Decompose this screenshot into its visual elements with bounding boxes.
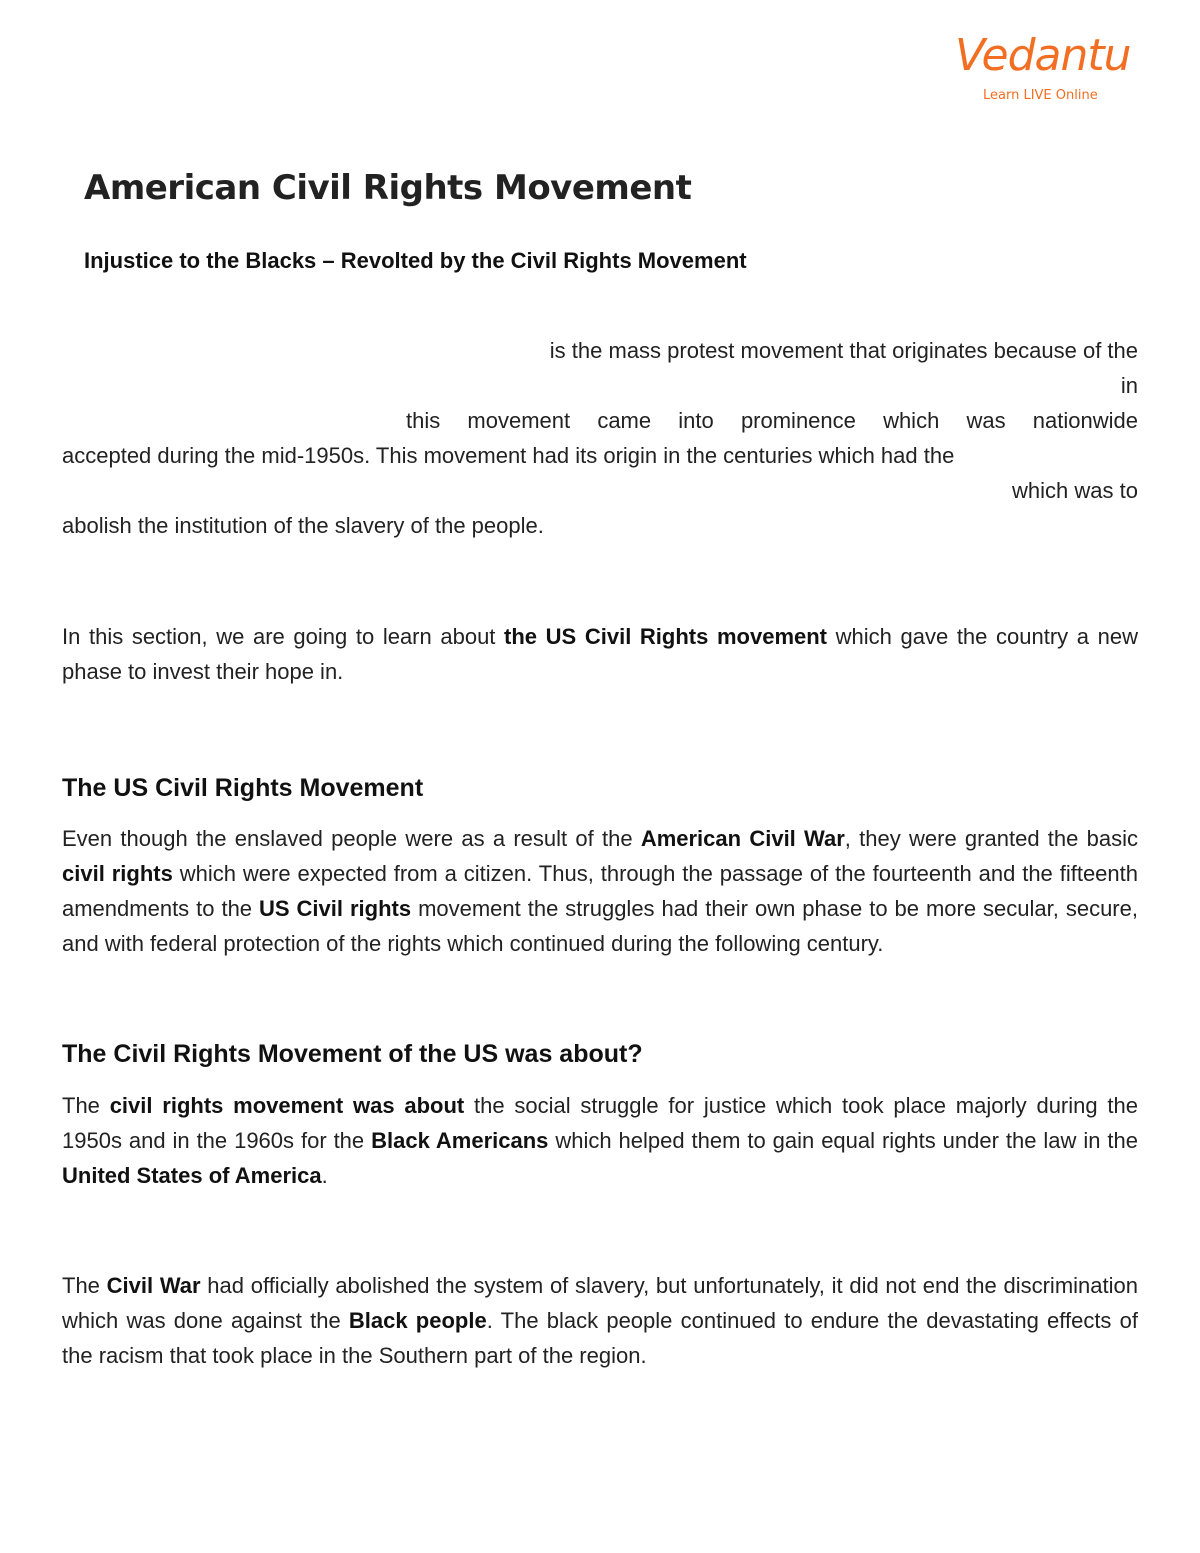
word: movement [467, 408, 571, 433]
bold-text: US Civil rights [259, 896, 412, 921]
text: , they were granted the basic [844, 826, 1138, 851]
word: into [678, 408, 714, 433]
word: prominence [740, 408, 856, 433]
intro-line-1: is the mass protest movement that originates because of the [549, 338, 1138, 363]
word: this [406, 408, 441, 433]
text: had officially abolished the system of slavery, but unfortunately, it did not end the discrimination which was done against the [62, 1273, 1138, 1333]
intro-paragraph [62, 333, 1138, 543]
text: Even though the enslaved people were as a result of the [62, 826, 641, 851]
bold-text: United States of America [62, 1163, 322, 1188]
section1-paragraph [62, 821, 1138, 961]
intro-line-4: accepted during the mid-1950s. This movement had its origin in the centuries which had the [62, 443, 955, 468]
intro-line-5: which was to [1012, 478, 1138, 503]
intro-line-6: abolish the institution of the slavery of the people. [62, 513, 544, 538]
section-heading-us-civil-rights: The US Civil Rights Movement [62, 774, 424, 802]
intro-line-3 [406, 403, 1138, 438]
text: which were expected from a citizen. Thus, through the passage of the fourteenth and the fifteenth amendments to the [62, 861, 1138, 921]
section2-paragraph-1 [62, 1088, 1138, 1193]
logo-wordmark: Vedantu [955, 30, 1131, 81]
text: which helped them to gain equal rights under the law in the [548, 1128, 1138, 1153]
word: nationwide [1032, 408, 1138, 433]
text: . The black people continued to endure the devastating effects of the racism that took place in the Southern part of the region. [62, 1308, 1138, 1368]
text: which gave the country a new phase to invest their hope in. [62, 624, 1138, 684]
bold-text: Black people [348, 1308, 487, 1333]
section-intro-paragraph [62, 619, 1138, 689]
text: The [62, 1093, 110, 1118]
section2-paragraph-2 [62, 1268, 1138, 1373]
text: The [62, 1273, 107, 1298]
section-heading-about: The Civil Rights Movement of the US was about? [62, 1040, 643, 1068]
text: movement the struggles had their own phase to be more secular, secure, and with federal protection of the rights which continued during the following century. [62, 896, 1138, 956]
bold-text: civil rights [62, 861, 173, 886]
bold-text: Black Americans [371, 1128, 549, 1153]
page-subtitle: Injustice to the Blacks – Revolted by the Civil Rights Movement [84, 248, 747, 273]
logo-tagline: Learn LIVE Online [983, 88, 1098, 103]
word: was [966, 408, 1006, 433]
text: the social struggle for justice which took place majorly during the 1950s and in the 1960s for the [62, 1093, 1138, 1153]
vedantu-logo [955, 30, 1131, 110]
bold-text: American Civil War [640, 826, 845, 851]
bold-text: Civil War [106, 1273, 201, 1298]
page-title: American Civil Rights Movement [84, 168, 692, 208]
bold-text: civil rights movement was about [109, 1093, 465, 1118]
text: In this section, we are going to learn about [62, 624, 505, 649]
word: came [597, 408, 652, 433]
intro-line-2: in [1120, 373, 1138, 398]
text: . [321, 1163, 328, 1188]
word: which [883, 408, 940, 433]
bold-text: the US Civil Rights movement [504, 624, 828, 649]
